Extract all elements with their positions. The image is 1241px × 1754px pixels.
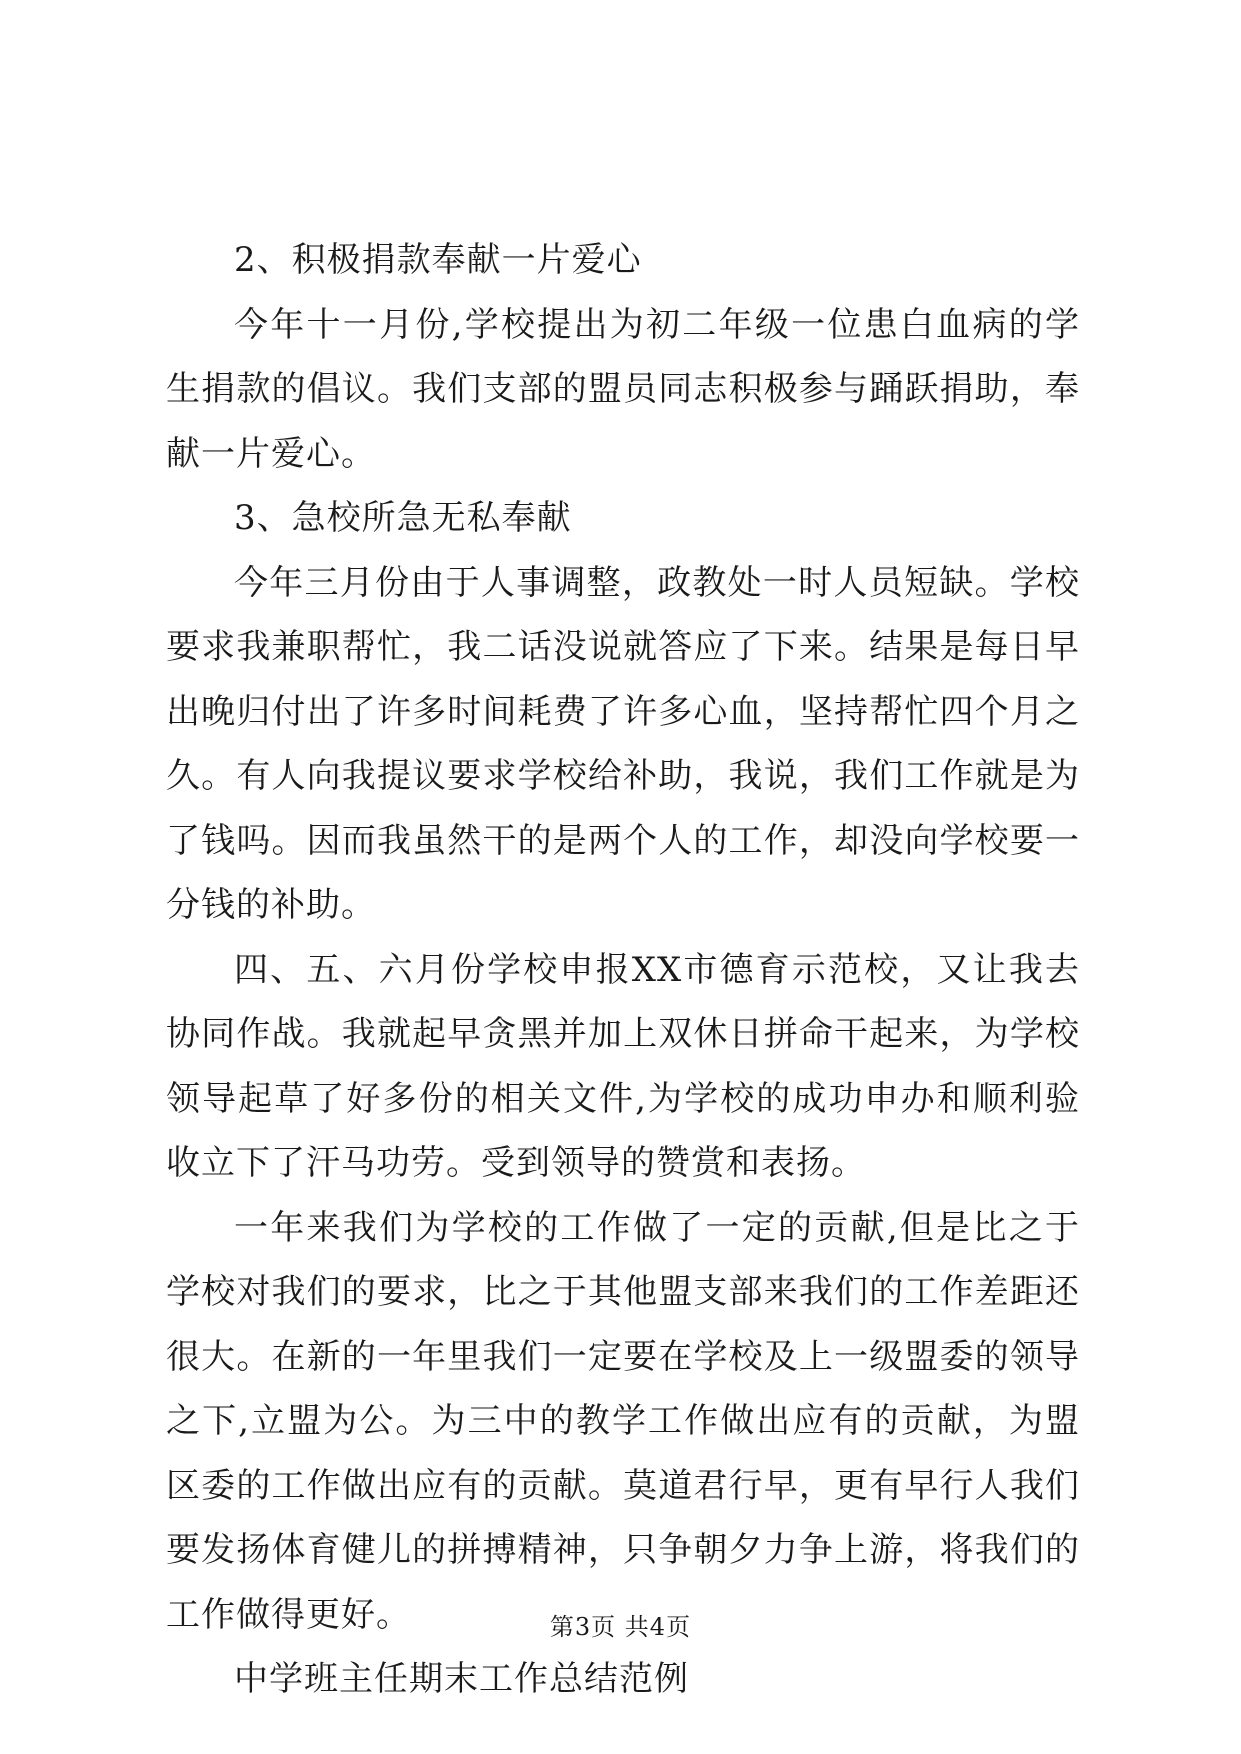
paragraph-model-school: 四、五、六月份学校申报XX市德育示范校，又让我去协同作战。我就起早贪黑并加上双休日拼命干起来，为学校领导起草了好多份的相关文件,为学校的成功申办和顺利验收立下了汗马功劳。受到领导的赞赏和表扬。 xyxy=(166,949,1080,1183)
paragraph-summary: 一年来我们为学校的工作做了一定的贡献,但是比之于学校对我们的要求，比之于其他盟支部来我们的工作差距还很大。在新的一年里我们一定要在学校及上一级盟委的领导之下,立盟为公。为三中的教学工作做出应有的贡献，为盟区委的工作做出应有的贡献。莫道君行早，更有早行人我们要发扬体育健儿的拼搏精神，只争朝夕力争上游，将我们的工作做得更好。 xyxy=(166,1207,1080,1635)
section-heading-dedication: 3、急校所急无私奉献 xyxy=(234,498,572,538)
next-document-title: 中学班主任期末工作总结范例 xyxy=(234,1659,689,1699)
page-number-footer: 第3页 共4页 xyxy=(549,1613,692,1641)
paragraph-dedication: 今年三月份由于人事调整，政教处一时人员短缺。学校要求我兼职帮忙，我二话没说就答应了下来。结果是每日早出晚归付出了许多时间耗费了许多心血，坚持帮忙四个月之久。有人向我提议要求学校给补助，我说，我们工作就是为了钱吗。因而我虽然干的是两个人的工作，却没向学校要一分钱的补助。 xyxy=(166,562,1080,925)
document-body xyxy=(166,228,1080,1712)
paragraph-donation: 今年十一月份,学校提出为初二年级一位患白血病的学生捐款的倡议。我们支部的盟员同志积极参与踊跃捐助，奉献一片爱心。 xyxy=(166,304,1080,474)
section-heading-donation: 2、积极捐款奉献一片爱心 xyxy=(234,240,642,280)
